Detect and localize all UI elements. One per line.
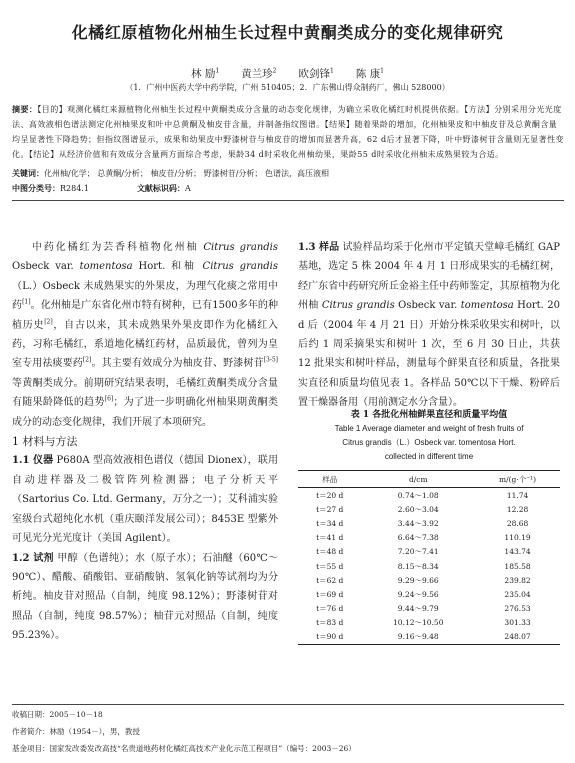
left-column [12, 238, 278, 646]
text-run: Osbeck var. [394, 300, 461, 312]
text-run: ，自古以来，其未成熟果外果皮即作为化橘红入药，习称毛橘红，系道地化橘红药材，品质最优，曾列为皇室专用祛痰要药 [12, 319, 278, 370]
cell-diameter: 2.60～3.04 [397, 504, 439, 514]
intro-paragraph [12, 238, 278, 432]
abstract [12, 102, 564, 162]
clc-label: 中图分类号： [12, 183, 60, 193]
species-name: Citrus grandis [202, 261, 278, 273]
author-list [0, 66, 575, 81]
cell-sample: t＝76 d [316, 604, 344, 614]
table-row [298, 602, 560, 616]
section-1-2-label: 1.2 试剂 [12, 552, 54, 564]
cell-sample: t＝83 d [316, 618, 344, 628]
cell-sample: t＝48 d [316, 547, 344, 557]
text-run: Hort. 20 d 后（2004 年 4 月 21 日）开始分株采收果实和树叶，以后约 1 周采摘果实和树叶 1 次，至 6 月 30 日止，共获 12 批果实和树叶样品，测量每个鲜果直径和质量，各批果实直径和质量均值见表 1。各样品 50℃以下干燥、粉碎后置干燥器备用（用前测定水分含量）。 [298, 300, 560, 409]
cell-diameter: 6.64～7.38 [397, 533, 439, 543]
author-3: 欧剑锋$^1$ [298, 67, 334, 80]
cell-mass: 110.19 [504, 533, 531, 543]
table-row [298, 587, 560, 601]
cell-diameter: 3.44～3.92 [397, 518, 439, 528]
right-column [298, 238, 560, 413]
cell-diameter: 8.15～8.34 [397, 561, 439, 571]
table-row [298, 516, 560, 530]
section-1-1-text: P680A 型高效液相色谱仪（德国 Dionex），联用自动进样器及二极管阵列检测器；电子分析天平（Sartorius Co. Ltd. Germany，万分之一）；艾科浦实验室级台式超纯化水机（重庆颐洋发展公司）；8453E 型紫外可见光分光光度计（美国 Agilent）。 [12, 455, 278, 545]
citation-ref: [6] [104, 395, 114, 403]
cell-sample: t＝55 d [316, 561, 344, 571]
text-run: （L.）Osbeck 未成熟果实的外果皮，为理气化痰之常用中药 [12, 280, 278, 312]
table-row [298, 616, 560, 630]
fund-note: 基金项目：国家发改委发改高技“名贵道地药材化橘红高技术产业化示范工程项目”（编号：2003－26） [12, 744, 356, 753]
footer-divider [12, 704, 564, 705]
abstract-text: 【目的】观测化橘红来源植物化州柚生长过程中黄酮类成分含量的动态变化规律，为确立采收化橘红时机提供依据。【方法】分别采用分光光度法、高效液相色谱法测定化州柚果皮和叶中总黄酮及柚皮苷含量，并制备指纹图谱。【结果】随着果龄的增加，化州柚果皮和中柚皮苷及总黄酮含量均呈显著性下降趋势；但指纹图谱显示，成果和幼果皮中野漆树苷与柚皮苷的增加而显著升高，62 d后才显著下降，叶中野漆树苷含量则无显著性变化。【结论】从经济价值和有效成分含量两方面综合考虑，果龄34 d时采收化州柚幼果，果龄55 d时采收化州柚未成熟果较为合适。 [12, 105, 564, 159]
table-caption-zh: 表 1 各批化州柚鲜果直径和质量平均值 [350, 410, 508, 420]
subsection-label: 1.3 样品 [298, 242, 340, 253]
fruit-data-table [298, 470, 560, 645]
cell-diameter: 10.12～10.50 [393, 618, 444, 628]
species-name: Citrus grandis [203, 242, 279, 253]
citation-ref: [2] [44, 318, 53, 326]
cell-sample: t＝90 d [298, 630, 361, 645]
keywords [12, 168, 564, 179]
text-run: 等黄酮类成分。前期研究结果表明，毛橘红黄酮类成分含量有随果龄降低的趋势 [12, 377, 278, 409]
section-1-1 [12, 451, 278, 548]
col-header-mass: m/(g·个⁻¹) [475, 471, 560, 488]
cell-sample: t＝69 d [316, 589, 344, 599]
text-run: Hort. 和柚 [132, 261, 203, 273]
section-1-2-text: 甲醇（色谱纯）；水（原子水）；石油醚（60℃～90℃）、醋酸、硝酸铝、亚硝酸钠、氢氧化钠等试剂均为分析纯。柚皮苷对照品（自制，纯度 98.12%）；野漆树苷对照品（自制，纯度 98.57%）；柚苷元对照品（自制，纯度 95.23%）。 [12, 552, 278, 642]
cell-mass: 185.58 [504, 561, 531, 571]
clc-value: R284.1 [60, 184, 89, 193]
table-header-row [298, 471, 560, 488]
table-row [298, 630, 560, 645]
cell-mass: 248.07 [475, 630, 560, 645]
table-row [298, 573, 560, 587]
keywords-label: 关键词： [12, 168, 44, 178]
keywords-text: 化州柚/化学； 总黄酮/分析； 柚皮苷/分析； 野漆树苷/分析； 色谱法，高压液相 [44, 169, 329, 178]
cell-mass: 143.74 [504, 547, 531, 557]
affiliation: （1．广州中医药大学中药学院，广州 510405；2．广东佛山得众制药厂，佛山 528000） [125, 83, 450, 92]
table-caption-en-2: Citrus grandis（L.）Osbeck var. tomentosa Hort. [342, 438, 516, 447]
text-run: 试验样品均采于化州市平定镇天堂嶂毛橘红 GAP 基地，选定 5 株 2004 年 4 月 1 日形成果实的毛橘红树，经广东省中药研究所丘金裕主任中药师鉴定，其原植物为化州柚 [298, 242, 560, 312]
cell-diameter: 9.29～9.66 [397, 575, 439, 585]
table-row [298, 502, 560, 516]
author-1: 林 励$^1$ [191, 67, 220, 80]
cell-sample: t＝27 d [316, 504, 344, 514]
cell-mass: 12.28 [506, 504, 529, 514]
cell-mass: 276.53 [504, 604, 531, 614]
doc-code-value: A [184, 184, 191, 193]
text-run: 中药化橘红为芸香科植物化州柚 [32, 242, 204, 253]
cell-sample: t＝62 d [316, 575, 344, 585]
table-row [298, 488, 560, 503]
cell-sample: t＝20 d [316, 490, 344, 500]
col-header-sample: 样品 [298, 471, 361, 488]
table-caption [298, 408, 560, 464]
cell-diameter: 0.74～1.08 [397, 490, 439, 500]
abstract-label: 摘要： [12, 104, 38, 114]
classification-line [12, 183, 564, 194]
cell-sample: t＝34 d [316, 518, 344, 528]
cell-mass: 239.82 [504, 575, 531, 585]
paper-title: 化橘红原植物化州柚生长过程中黄酮类成分的变化规律研究 [71, 23, 504, 42]
author-4: 陈 康$^1$ [355, 67, 384, 80]
text-run: ；为了进一步明确化州柚果期黄酮类成分的动态变化规律，我们开展了本项研究。 [12, 397, 278, 428]
section-1-1-label: 1.1 仪器 [12, 455, 54, 467]
header-divider [12, 200, 564, 201]
received-date: 收稿日期：2005－10－18 [12, 710, 103, 719]
cell-sample: t＝41 d [316, 533, 344, 543]
citation-ref: [1] [22, 298, 31, 306]
text-run: Osbeck var. [12, 261, 80, 273]
cell-diameter: 9.44～9.79 [397, 604, 439, 614]
table-caption-en-3: collected in different time [384, 452, 474, 461]
cell-diameter: 7.20～7.41 [397, 547, 439, 557]
cell-mass: 301.33 [504, 618, 531, 628]
footnotes [12, 706, 564, 757]
species-name: Citrus grandis [321, 300, 395, 312]
author-2: 黄兰珍$^2$ [241, 67, 277, 80]
table-row [298, 559, 560, 573]
col-header-diameter: d/cm [361, 471, 475, 488]
cell-mass: 11.74 [506, 490, 529, 500]
text-run: 。其主要有效成分为柚皮苷、野漆树苷 [91, 358, 264, 370]
section-1-2 [12, 549, 278, 646]
table-caption-en-1: Table 1 Average diameter and weight of fresh fruits of [334, 424, 524, 433]
cell-mass: 28.68 [506, 518, 529, 528]
section-1-3 [298, 238, 560, 413]
citation-ref: [3-5] [263, 357, 279, 365]
species-name: tomentosa [460, 300, 514, 312]
citation-ref: [2] [82, 357, 92, 365]
author-note: 作者简介：林励（1954－），男，教授 [12, 727, 140, 736]
doc-code-label: 文献标识码： [136, 183, 185, 193]
species-name: tomentosa [79, 261, 133, 273]
table-row [298, 545, 560, 559]
cell-diameter: 9.24～9.56 [397, 589, 439, 599]
cell-mass: 235.04 [504, 589, 531, 599]
cell-diameter: 9.16～9.48 [361, 630, 475, 645]
section-1-heading: 1 材料与方法 [12, 435, 78, 449]
text-run: 。化州柚是广东省化州市特有树种，已有1500多年的种植历史 [12, 300, 279, 331]
table-row [298, 531, 560, 545]
